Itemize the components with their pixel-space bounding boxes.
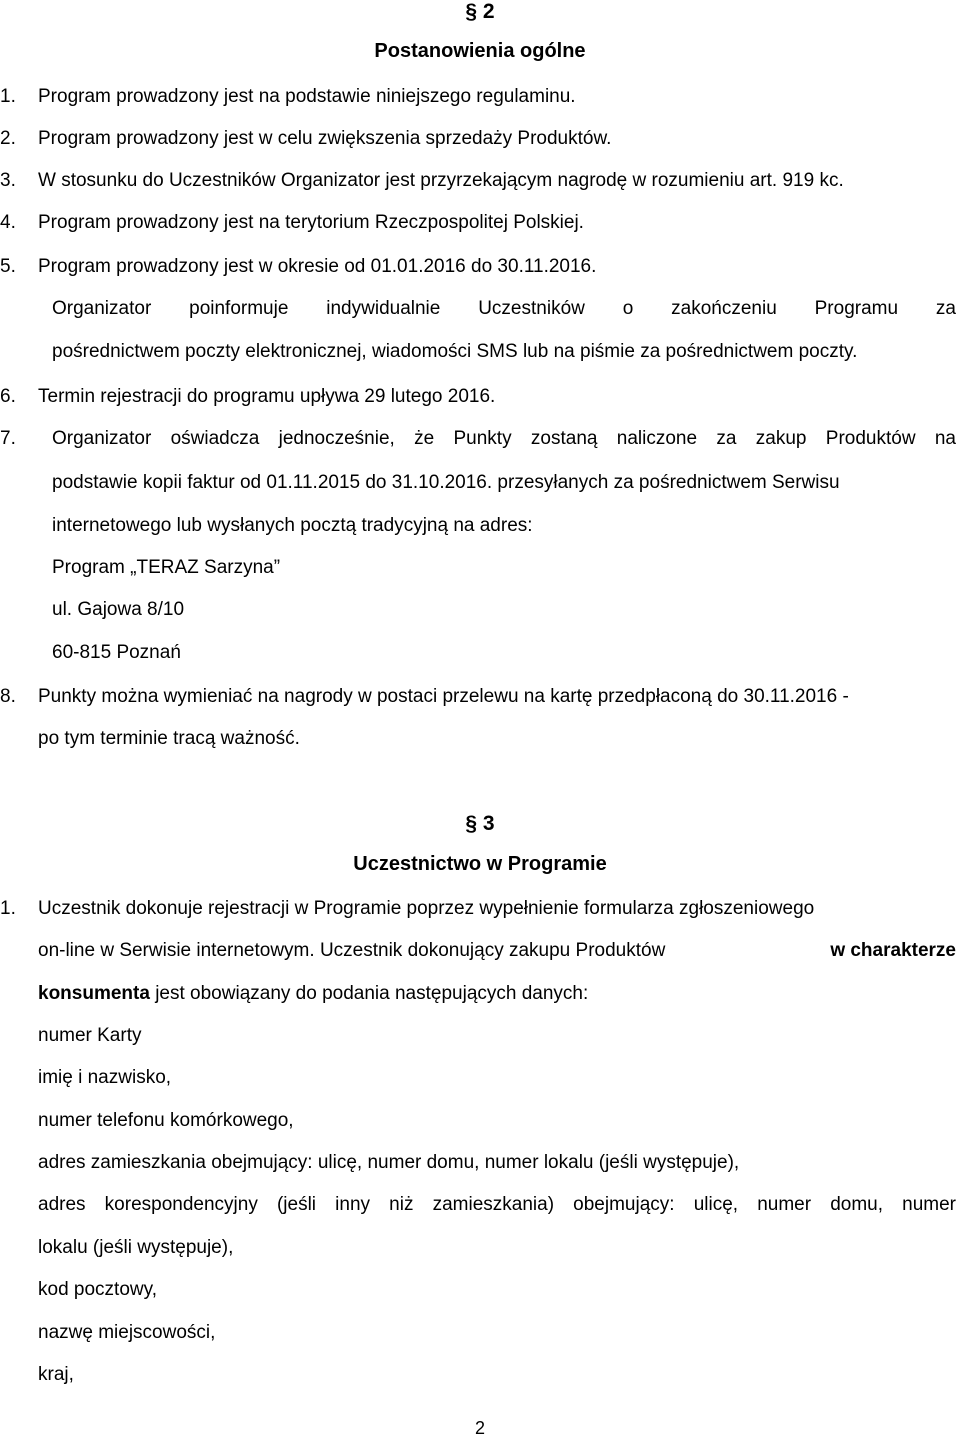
data-field-item: adres zamieszkania obejmujący: ulicę, numer domu, numer lokalu (jeśli występuje), bbox=[38, 1152, 740, 1173]
item-number: 1. bbox=[0, 86, 16, 107]
address-line: 60-815 Poznań bbox=[52, 642, 181, 663]
item-text: Punkty można wymieniać na nagrody w postaci przelewu na kartę przedpłaconą do 30.11.2016 - bbox=[38, 686, 849, 707]
bold-text: w charakterze bbox=[830, 940, 956, 961]
item-text: Program prowadzony jest w okresie od 01.01.2016 do 30.11.2016. bbox=[38, 256, 597, 277]
section-2-mark: § 2 bbox=[465, 0, 495, 23]
address-line: Program „TERAZ Sarzyna” bbox=[52, 557, 281, 578]
item-text: W stosunku do Uczestników Organizator jest przyrzekającym nagrodę w rozumieniu art. 919 kc. bbox=[38, 170, 844, 191]
item-7-line: Organizator oświadcza jednocześnie, że Punkty zostaną naliczone za zakup Produktów na bbox=[52, 428, 956, 449]
section-3-mark: § 3 bbox=[465, 812, 495, 835]
item-number: 2. bbox=[0, 128, 16, 149]
item-number: 3. bbox=[0, 170, 16, 191]
data-field-item: nazwę miejscowości, bbox=[38, 1322, 216, 1343]
item-number: 6. bbox=[0, 386, 16, 407]
page-number: 2 bbox=[474, 1418, 485, 1438]
item-7-line: internetowego lub wysłanych pocztą tradycyjną na adres: bbox=[52, 515, 533, 536]
item-number: 1. bbox=[0, 898, 16, 919]
item-number: 5. bbox=[0, 256, 16, 277]
item-text: Uczestnik dokonuje rejestracji w Programie poprzez wypełnienie formularza zgłoszeniowego bbox=[38, 898, 815, 919]
data-field-item: numer Karty bbox=[38, 1025, 142, 1046]
item-7-line: podstawie kopii faktur od 01.11.2015 do 31.10.2016. przesyłanych za pośrednictwem Serwisu bbox=[52, 472, 840, 493]
item-text: Program prowadzony jest na terytorium Rzeczpospolitej Polskiej. bbox=[38, 212, 584, 233]
data-field-item: imię i nazwisko, bbox=[38, 1067, 172, 1088]
item-number: 4. bbox=[0, 212, 16, 233]
item-number: 8. bbox=[0, 686, 16, 707]
data-field-item: lokalu (jeśli występuje), bbox=[38, 1237, 234, 1258]
section-2-title: Postanowienia ogólne bbox=[374, 40, 586, 62]
data-field-item: kod pocztowy, bbox=[38, 1279, 157, 1300]
item-5-continuation-line: pośrednictwem poczty elektronicznej, wiadomości SMS lub na piśmie za pośrednictwem poczty. bbox=[52, 341, 858, 362]
item-text: Program prowadzony jest w celu zwiększenia sprzedaży Produktów. bbox=[38, 128, 612, 149]
address-line: ul. Gajowa 8/10 bbox=[52, 599, 185, 620]
item-8-line: po tym terminie tracą ważność. bbox=[38, 728, 300, 749]
item-text: Program prowadzony jest na podstawie niniejszego regulaminu. bbox=[38, 86, 576, 107]
data-field-item: kraj, bbox=[38, 1364, 74, 1385]
bold-text: konsumenta bbox=[38, 983, 150, 1004]
line-text: on-line w Serwisie internetowym. Uczestnik dokonujący zakupu Produktów bbox=[38, 940, 666, 961]
data-field-item: numer telefonu komórkowego, bbox=[38, 1110, 294, 1131]
data-field-item: adres korespondencyjny (jeśli inny niż zamieszkania) obejmujący: ulicę, numer domu, numer bbox=[38, 1194, 956, 1215]
section-3-title: Uczestnictwo w Programie bbox=[353, 853, 607, 875]
section-3-item-1-line-3 bbox=[38, 973, 588, 1015]
section-3-item-1-line-2 bbox=[38, 930, 956, 972]
item-text: Termin rejestracji do programu upływa 29 lutego 2016. bbox=[38, 386, 496, 407]
item-5-continuation-line: Organizator poinformuje indywidualnie Uczestników o zakończeniu Programu za bbox=[52, 298, 956, 319]
line-text: jest obowiązany do podania następujących danych: bbox=[155, 983, 589, 1004]
item-number: 7. bbox=[0, 428, 16, 449]
